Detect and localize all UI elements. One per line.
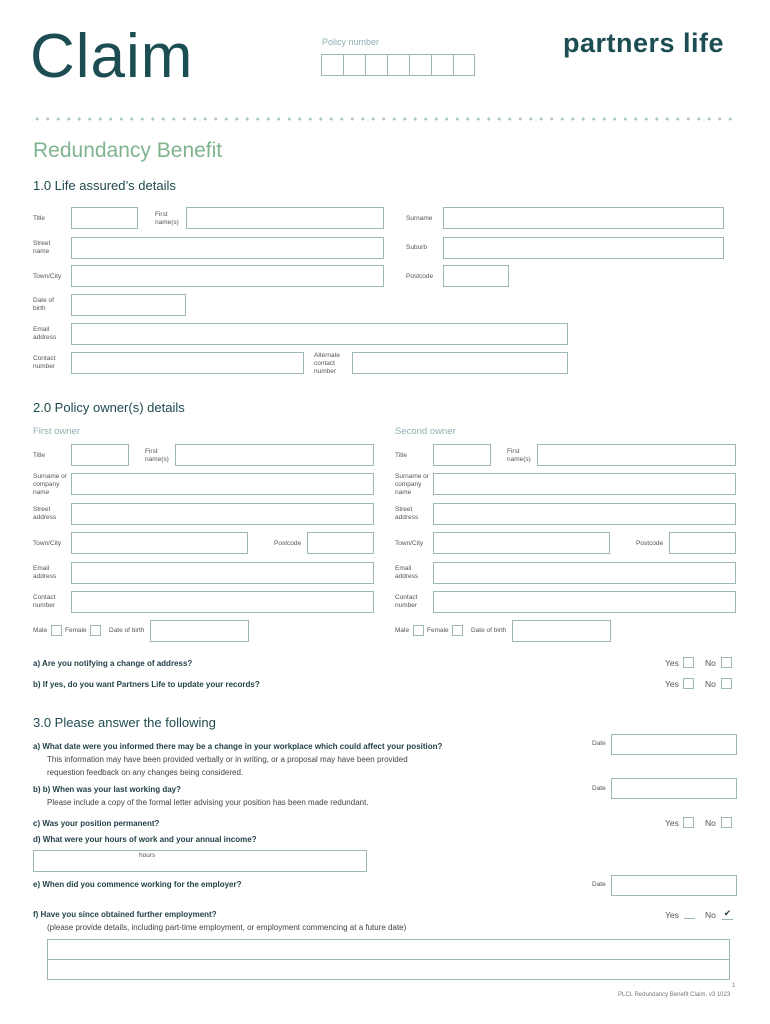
owner2-surname-label: Surname or company name xyxy=(395,473,429,496)
s3-qa-note-2: requestion feedback on any changes being considered. xyxy=(47,768,244,777)
s2-question-a: a) Are you notifying a change of address? xyxy=(33,659,193,668)
s3-qf-no-check[interactable]: ✔ xyxy=(723,908,732,918)
owner2-contact-input[interactable] xyxy=(433,591,736,613)
s3-question-f: f) Have you since obtained further employment? xyxy=(33,910,217,919)
section-1-heading: 1.0 Life assured’s details xyxy=(33,178,176,193)
town-city-input[interactable] xyxy=(71,265,384,287)
town-city-label: Town/City xyxy=(33,273,62,280)
postcode-input[interactable] xyxy=(443,265,509,287)
s2-qb-yes-label: Yes xyxy=(665,679,679,689)
owner1-first-names-input[interactable] xyxy=(175,444,374,466)
owner2-email-label: Email address xyxy=(395,565,419,580)
owner2-postcode-input[interactable] xyxy=(669,532,736,554)
dob-input[interactable] xyxy=(71,294,186,316)
owner2-postcode-label: Postcode xyxy=(636,540,664,547)
owner2-first-names-label: First name(s) xyxy=(507,448,531,463)
title-input[interactable] xyxy=(71,207,138,229)
alt-contact-label: Alternate contact number xyxy=(314,352,341,375)
contact-input[interactable] xyxy=(71,352,304,374)
alt-contact-input[interactable] xyxy=(352,352,568,374)
owner1-male-checkbox[interactable] xyxy=(51,625,62,636)
s3-qc-no-label: No xyxy=(705,818,716,828)
owner2-female-label: Female xyxy=(427,627,449,634)
owner1-email-label: Email address xyxy=(33,565,57,580)
owner1-first-names-label: First name(s) xyxy=(145,448,169,463)
form-title: Redundancy Benefit xyxy=(33,139,223,162)
section-2-heading: 2.0 Policy owner(s) details xyxy=(33,400,185,415)
s3-qb-note: Please include a copy of the formal letter advising your position has been made redundant. xyxy=(47,798,369,807)
s2-qa-yes-label: Yes xyxy=(665,658,679,668)
owner1-male-label: Male xyxy=(33,627,48,634)
s3-qb-date-label: Date xyxy=(592,785,606,792)
dotted-divider xyxy=(32,117,738,121)
surname-label: Surname xyxy=(406,215,433,222)
s3-question-a: a) What date were you informed there may be a change in your workplace which could affect your position? xyxy=(33,742,443,751)
s2-qa-no-checkbox[interactable] xyxy=(721,657,732,668)
owner1-female-label: Female xyxy=(65,627,87,634)
second-owner-heading: Second owner xyxy=(395,426,456,437)
owner1-postcode-label: Postcode xyxy=(274,540,302,547)
s3-qf-no-label: No xyxy=(705,910,716,920)
s3-qc-yes-label: Yes xyxy=(665,818,679,828)
first-owner-heading: First owner xyxy=(33,426,80,437)
s3-qa-date-label: Date xyxy=(592,740,606,747)
owner1-title-label: Title xyxy=(33,452,46,459)
s3-qc-no-checkbox[interactable] xyxy=(721,817,732,828)
email-label: Email address xyxy=(33,326,57,341)
owner2-first-names-input[interactable] xyxy=(537,444,736,466)
owner2-dob-label: Date of birth xyxy=(471,627,507,634)
owner1-contact-label: Contact number xyxy=(33,594,56,609)
owner2-male-checkbox[interactable] xyxy=(413,625,424,636)
owner1-street-input[interactable] xyxy=(71,503,374,525)
s3-qa-note-1: This information may have been provided verbally or in writing, or a proposal may have been provided xyxy=(47,755,408,764)
page-title: Claim xyxy=(30,22,194,91)
owner1-email-input[interactable] xyxy=(71,562,374,584)
owner1-surname-input[interactable] xyxy=(71,473,374,495)
owner2-email-input[interactable] xyxy=(433,562,736,584)
s3-qf-details-line-2[interactable] xyxy=(47,959,730,980)
owner1-town-label: Town/City xyxy=(33,540,62,547)
s3-question-e: e) When did you commence working for the employer? xyxy=(33,880,242,889)
owner2-street-label: Street address xyxy=(395,506,419,521)
doc-ref: PLCL Redundancy Benefit Claim. v3 1023 xyxy=(618,992,731,998)
owner2-contact-label: Contact number xyxy=(395,594,418,609)
first-names-input[interactable] xyxy=(186,207,384,229)
email-input[interactable] xyxy=(71,323,568,345)
owner1-contact-input[interactable] xyxy=(71,591,374,613)
owner2-town-input[interactable] xyxy=(433,532,610,554)
s3-qf-yes-line[interactable] xyxy=(684,918,695,919)
surname-input[interactable] xyxy=(443,207,724,229)
s3-question-d: d) What were your hours of work and your annual income? xyxy=(33,835,257,844)
postcode-label: Postcode xyxy=(406,273,434,280)
owner1-surname-label: Surname or company name xyxy=(33,473,67,496)
s2-qb-yes-checkbox[interactable] xyxy=(683,678,694,689)
s2-qa-yes-checkbox[interactable] xyxy=(683,657,694,668)
owner2-male-label: Male xyxy=(395,627,410,634)
first-names-label: First name(s) xyxy=(155,211,179,226)
s2-question-b: b) If yes, do you want Partners Life to update your records? xyxy=(33,680,260,689)
s3-qd-hours-income-input[interactable] xyxy=(33,850,367,872)
s3-qd-hours-label: hours xyxy=(139,852,156,859)
owner2-surname-input[interactable] xyxy=(433,473,736,495)
suburb-input[interactable] xyxy=(443,237,724,259)
s3-question-b: b) b) When was your last working day? xyxy=(33,785,182,794)
owner2-title-input[interactable] xyxy=(433,444,491,466)
s3-qe-date-input[interactable] xyxy=(611,875,737,896)
s2-qb-no-label: No xyxy=(705,679,716,689)
owner2-dob-input[interactable] xyxy=(512,620,611,642)
s3-question-c: c) Was your position permanent? xyxy=(33,819,160,828)
owner1-title-input[interactable] xyxy=(71,444,129,466)
s3-qc-yes-checkbox[interactable] xyxy=(683,817,694,828)
policy-number-label: Policy number xyxy=(322,37,380,47)
owner1-dob-label: Date of birth xyxy=(109,627,145,634)
dob-label: Date of birth xyxy=(33,297,54,312)
s2-qa-no-label: No xyxy=(705,658,716,668)
page-number: 1 xyxy=(732,983,736,989)
s3-qf-note: (please provide details, including part-time employment, or employment commencing at a future date) xyxy=(47,923,407,932)
partners-life-logo: partners life xyxy=(563,28,725,58)
suburb-label: Suburb xyxy=(406,244,427,251)
s3-qf-yes-label: Yes xyxy=(665,910,679,920)
policy-number-field[interactable] xyxy=(321,54,475,76)
owner2-female-checkbox[interactable] xyxy=(452,625,463,636)
contact-label: Contact number xyxy=(33,355,56,370)
s2-qb-no-checkbox[interactable] xyxy=(721,678,732,689)
s3-qa-date-input[interactable] xyxy=(611,734,737,755)
owner1-street-label: Street address xyxy=(33,506,57,521)
s3-qb-date-input[interactable] xyxy=(611,778,737,799)
owner2-title-label: Title xyxy=(395,452,408,459)
owner1-town-input[interactable] xyxy=(71,532,248,554)
s3-qe-date-label: Date xyxy=(592,881,606,888)
owner2-town-label: Town/City xyxy=(395,540,424,547)
title-label: Title xyxy=(33,215,46,222)
owner1-dob-input[interactable] xyxy=(150,620,249,642)
s3-qf-details-line-1[interactable] xyxy=(47,939,730,960)
owner1-postcode-input[interactable] xyxy=(307,532,374,554)
street-name-input[interactable] xyxy=(71,237,384,259)
section-3-heading: 3.0 Please answer the following xyxy=(33,715,216,730)
owner2-street-input[interactable] xyxy=(433,503,736,525)
street-name-label: Street name xyxy=(33,240,51,255)
owner1-female-checkbox[interactable] xyxy=(90,625,101,636)
